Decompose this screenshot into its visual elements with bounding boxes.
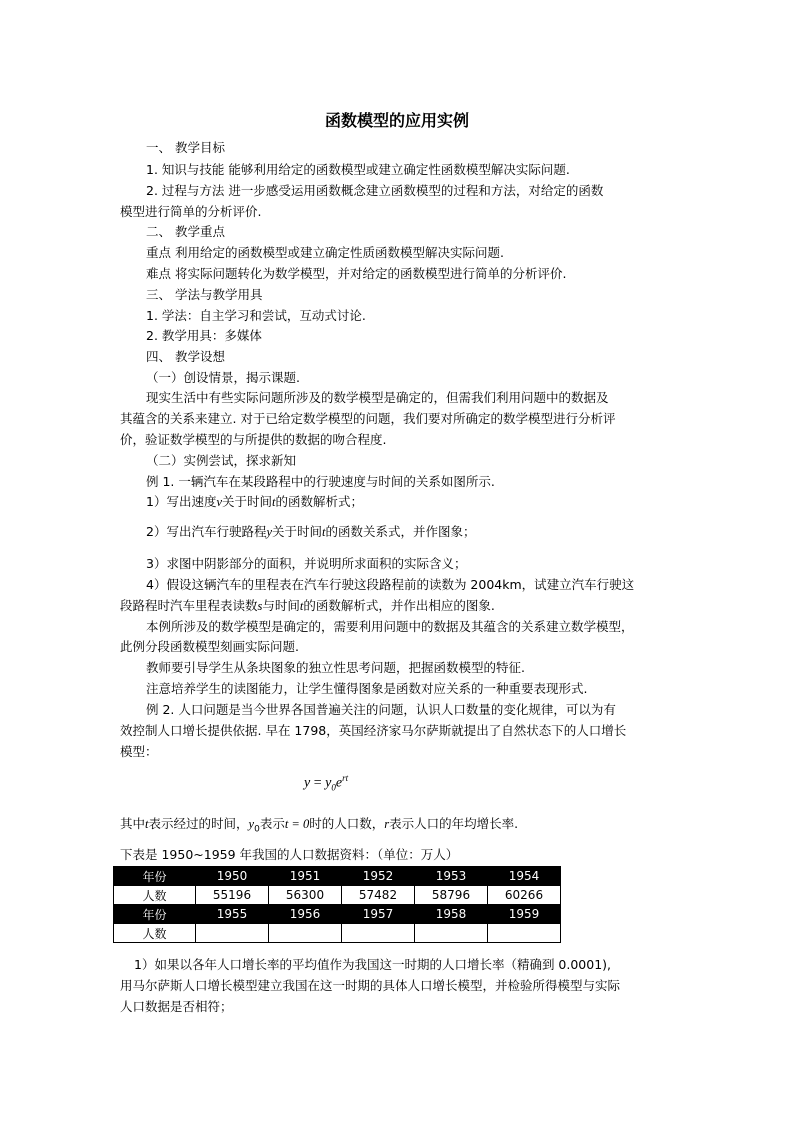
table-header-row [114, 867, 561, 886]
question-line: 2）写出汽车行驶路程y关于时间t的函数关系式，并作图象； [146, 524, 476, 539]
paragraph-line: 此例分段函数模型刻画实际问题. [120, 639, 299, 654]
section-heading-objectives: 一、 教学目标 [146, 140, 225, 155]
question-line: 用马尔萨斯人口增长模型建立我国在这一时期的具体人口增长模型，并检验所得模型与实际 [120, 978, 621, 993]
population-table [113, 866, 561, 943]
question-line: 3）求图中阴影部分的面积，并说明所求面积的实际含义； [146, 556, 467, 571]
section-heading-design: 四、 教学设想 [146, 349, 225, 364]
question-line: 1）写出速度v关于时间t的函数解析式； [146, 494, 364, 509]
paragraph-line: 重点 利用给定的函数模型或建立确定性质函数模型解决实际问题. [146, 245, 504, 260]
paragraph-line: 1. 知识与技能 能够利用给定的函数模型或建立确定性函数模型解决实际问题. [146, 162, 570, 177]
example-1-heading: 例 1. 一辆汽车在某段路程中的行驶速度与时间的关系如图所示. [146, 474, 495, 489]
table-cell: 年份 [114, 867, 196, 886]
table-cell [342, 924, 415, 943]
paragraph-line: 模型进行简单的分析评价. [120, 204, 262, 219]
question-line: 1）如果以各年人口增长率的平均值作为我国这一时期的人口增长率（精确到 0.0001), [134, 957, 612, 972]
table-cell: 55196 [196, 886, 269, 905]
section-heading-keypoints: 二、 教学重点 [146, 224, 225, 239]
table-cell: 1956 [269, 905, 342, 924]
paragraph-line: 本例所涉及的数学模型是确定的，需要利用问题中的数据及其蕴含的关系建立数学模型， [146, 619, 634, 634]
table-cell: 1954 [488, 867, 561, 886]
table-cell: 1957 [342, 905, 415, 924]
paragraph-line: 难点 将实际问题转化为数学模型，并对给定的函数模型进行简单的分析评价. [146, 266, 567, 281]
table-cell [415, 924, 488, 943]
table-cell: 57482 [342, 886, 415, 905]
paragraph-line: 2. 教学用具：多媒体 [146, 328, 262, 343]
table-cell: 年份 [114, 905, 196, 924]
table-cell: 1959 [488, 905, 561, 924]
table-row [114, 886, 561, 905]
paragraph-line: 1. 学法：自主学习和尝试，互动式讨论. [146, 308, 366, 323]
table-cell: 58796 [415, 886, 488, 905]
table-cell: 1958 [415, 905, 488, 924]
question-line: 段路程时汽车里程表读数s与时间t的函数解析式，并作出相应的图象. [120, 598, 495, 613]
paragraph-line: 2. 过程与方法 进一步感受运用函数概念建立函数模型的过程和方法，对给定的函数 [146, 183, 604, 198]
paragraph-line: 现实生活中有些实际问题所涉及的数学模型是确定的，但需我们利用问题中的数据及 [146, 390, 609, 405]
table-cell [269, 924, 342, 943]
paragraph-line: 价，验证数学模型的与所提供的数据的吻合程度. [120, 432, 387, 447]
formula-explanation: 其中t表示经过的时间，$y_0$表示t = 0时的人口数，r表示人口的年均增长率. [120, 816, 519, 835]
table-cell: 1950 [196, 867, 269, 886]
table-cell [196, 924, 269, 943]
table-cell: 人数 [114, 886, 196, 905]
table-row [114, 924, 561, 943]
table-cell: 1952 [342, 867, 415, 886]
table-cell: 1953 [415, 867, 488, 886]
subsection-heading: （二）实例尝试，探求新知 [146, 453, 297, 468]
table-header-row [114, 905, 561, 924]
malthus-formula: $y = y_0e^{rt}$ [304, 773, 349, 793]
paragraph-line: 教师要引导学生从条块图象的独立性思考问题，把握函数模型的特征. [146, 660, 525, 675]
table-cell: 1955 [196, 905, 269, 924]
table-cell [488, 924, 561, 943]
table-cell: 60266 [488, 886, 561, 905]
table-cell: 1951 [269, 867, 342, 886]
example-2-heading: 例 2. 人口问题是当今世界各国普遍关注的问题，认识人口数量的变化规律，可以为有 [146, 702, 616, 717]
table-caption: 下表是 1950~1959 年我国的人口数据资料：（单位：万人） [120, 847, 459, 862]
table-cell: 56300 [269, 886, 342, 905]
paragraph-line: 注意培养学生的读图能力，让学生懂得图象是函数对应关系的一种重要表现形式. [146, 681, 588, 696]
section-heading-methods: 三、 学法与教学用具 [146, 287, 263, 302]
subsection-heading: （一）创设情景，揭示课题. [146, 370, 300, 385]
paragraph-line: 模型： [120, 744, 158, 759]
question-line: 4）假设这辆汽车的里程表在汽车行驶这段路程前的读数为 2004km，试建立汽车行驶这 [146, 577, 635, 592]
paragraph-line: 效控制人口增长提供依据. 早在 1798，英国经济家马尔萨斯就提出了自然状态下的人口增长 [120, 723, 627, 738]
question-line: 人口数据是否相符； [120, 999, 233, 1014]
document-title: 函数模型的应用实例 [324, 111, 469, 130]
paragraph-line: 其蕴含的关系来建立. 对于已给定数学模型的问题，我们要对所确定的数学模型进行分析评 [120, 411, 616, 426]
table-cell: 人数 [114, 924, 196, 943]
